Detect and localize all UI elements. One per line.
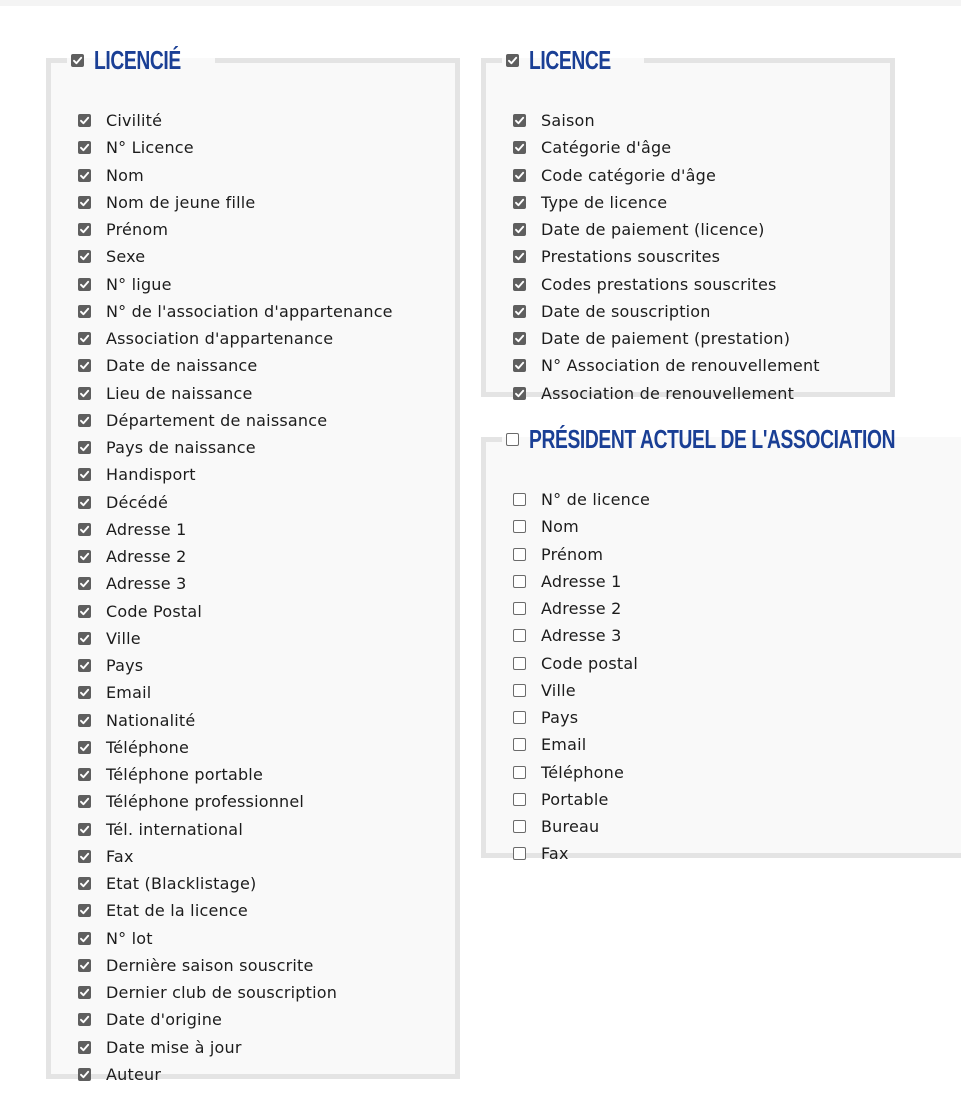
option-label: Adresse 3 xyxy=(541,626,622,646)
option-checkbox[interactable] xyxy=(513,305,526,318)
option-checkbox[interactable] xyxy=(78,1041,91,1054)
option-checkbox[interactable] xyxy=(78,959,91,972)
option-label: Lieu de naissance xyxy=(106,383,253,403)
checkmark-icon xyxy=(79,251,90,262)
option-president-nom[interactable] xyxy=(513,513,650,540)
checkmark-icon xyxy=(507,55,518,66)
option-licencie-association-d-appartenance[interactable] xyxy=(78,325,393,352)
option-checkbox[interactable] xyxy=(78,250,91,263)
option-checkbox[interactable] xyxy=(78,441,91,454)
option-checkbox[interactable] xyxy=(78,332,91,345)
checkmark-icon xyxy=(79,606,90,617)
option-checkbox[interactable] xyxy=(513,684,526,697)
option-label: Adresse 1 xyxy=(106,519,187,539)
option-checkbox[interactable] xyxy=(78,986,91,999)
checkmark-icon xyxy=(79,878,90,889)
option-licencie-n-ligue[interactable] xyxy=(78,271,393,298)
option-licencie-n-lot[interactable] xyxy=(78,925,393,952)
checkmark-icon xyxy=(79,388,90,399)
option-checkbox[interactable] xyxy=(513,141,526,154)
option-label: Code Postal xyxy=(106,601,202,621)
checkmark-icon xyxy=(79,170,90,181)
checkmark-icon xyxy=(514,306,525,317)
option-checkbox[interactable] xyxy=(513,548,526,561)
option-label: Etat de la licence xyxy=(106,901,248,921)
checkmark-icon xyxy=(79,796,90,807)
option-label: Date de naissance xyxy=(106,356,258,376)
option-checkbox[interactable] xyxy=(78,795,91,808)
group-licence-title: LICENCE xyxy=(529,44,611,75)
option-checkbox[interactable] xyxy=(78,550,91,563)
checkmark-icon xyxy=(79,1014,90,1025)
group-president-legend xyxy=(502,424,961,454)
option-label: Adresse 3 xyxy=(106,574,187,594)
option-label: Date d'origine xyxy=(106,1010,223,1030)
checkmark-icon xyxy=(79,279,90,290)
option-president-email[interactable] xyxy=(513,731,650,758)
group-licence-legend xyxy=(502,45,644,75)
option-licencie-etat-blacklistage[interactable] xyxy=(78,870,393,897)
checkmark-icon xyxy=(79,578,90,589)
option-licencie-fax[interactable] xyxy=(78,843,393,870)
option-label: Civilité xyxy=(106,111,163,131)
option-label: Téléphone professionnel xyxy=(106,792,305,812)
option-checkbox[interactable] xyxy=(513,711,526,724)
option-licencie-email[interactable] xyxy=(78,679,393,706)
option-checkbox[interactable] xyxy=(513,738,526,751)
option-checkbox[interactable] xyxy=(513,520,526,533)
option-label: Téléphone xyxy=(541,762,625,782)
option-label: N° lot xyxy=(106,928,153,948)
option-label: Codes prestations souscrites xyxy=(541,274,777,294)
checkmark-icon xyxy=(79,933,90,944)
option-checkbox[interactable] xyxy=(513,196,526,209)
option-label: Sexe xyxy=(106,247,146,267)
option-checkbox[interactable] xyxy=(513,278,526,291)
group-licence-list xyxy=(513,107,820,407)
option-checkbox[interactable] xyxy=(78,496,91,509)
option-checkbox[interactable] xyxy=(78,114,91,127)
option-label: Ville xyxy=(541,680,576,700)
group-licencie-list xyxy=(78,107,393,1088)
option-label: Type de licence xyxy=(541,192,668,212)
option-licencie-civilite[interactable] xyxy=(78,107,393,134)
option-checkbox[interactable] xyxy=(78,278,91,291)
checkmark-icon xyxy=(79,769,90,780)
option-label: Date de souscription xyxy=(541,301,711,321)
option-label: Département de naissance xyxy=(106,410,328,430)
option-checkbox[interactable] xyxy=(513,793,526,806)
option-checkbox[interactable] xyxy=(78,741,91,754)
checkmark-icon xyxy=(79,905,90,916)
option-checkbox[interactable] xyxy=(78,468,91,481)
option-licencie-etat-de-la-licence[interactable] xyxy=(78,897,393,924)
option-label: Fax xyxy=(106,846,134,866)
checkmark-icon xyxy=(79,551,90,562)
option-checkbox[interactable] xyxy=(78,659,91,672)
option-president-adresse-2[interactable] xyxy=(513,595,650,622)
option-licencie-date-de-naissance[interactable] xyxy=(78,352,393,379)
checkmark-icon xyxy=(79,1042,90,1053)
option-checkbox[interactable] xyxy=(513,847,526,860)
option-label: Nom xyxy=(541,517,579,537)
group-licencie-checkbox[interactable] xyxy=(71,54,84,67)
checkmark-icon xyxy=(79,824,90,835)
option-checkbox[interactable] xyxy=(78,523,91,536)
option-checkbox[interactable] xyxy=(513,169,526,182)
option-label: Prénom xyxy=(541,544,604,564)
option-licencie-date-d-origine[interactable] xyxy=(78,1006,393,1033)
option-licencie-adresse-1[interactable] xyxy=(78,516,393,543)
option-licence-prestations-souscrites[interactable] xyxy=(513,243,820,270)
option-licence-n-association-de-renouvellement[interactable] xyxy=(513,352,820,379)
checkmark-icon xyxy=(79,960,90,971)
option-label: Adresse 2 xyxy=(106,547,187,567)
group-president-checkbox[interactable] xyxy=(506,433,519,446)
option-label: N° Association de renouvellement xyxy=(541,356,820,376)
option-label: Portable xyxy=(541,789,609,809)
option-licencie-telephone[interactable] xyxy=(78,734,393,761)
checkmark-icon xyxy=(79,633,90,644)
option-label: Téléphone xyxy=(106,737,190,757)
checkmark-icon xyxy=(79,442,90,453)
option-checkbox[interactable] xyxy=(78,850,91,863)
option-label: Fax xyxy=(541,844,569,864)
option-label: N° de licence xyxy=(541,490,651,510)
checkmark-icon xyxy=(79,142,90,153)
option-checkbox[interactable] xyxy=(78,605,91,618)
option-licence-type-de-licence[interactable] xyxy=(513,189,820,216)
option-label: Téléphone portable xyxy=(106,765,263,785)
option-label: Nom xyxy=(106,165,144,185)
option-licence-saison[interactable] xyxy=(513,107,820,134)
option-licence-association-de-renouvellement[interactable] xyxy=(513,380,820,407)
option-label: Nationalité xyxy=(106,710,196,730)
option-licencie-telephone-professionnel[interactable] xyxy=(78,788,393,815)
option-licencie-auteur[interactable] xyxy=(78,1061,393,1088)
option-label: Pays xyxy=(541,708,579,728)
option-president-ville[interactable] xyxy=(513,677,650,704)
option-licencie-ville[interactable] xyxy=(78,625,393,652)
option-president-code-postal[interactable] xyxy=(513,650,650,677)
option-checkbox[interactable] xyxy=(78,632,91,645)
option-checkbox[interactable] xyxy=(513,629,526,642)
option-licence-codes-prestations-souscrites[interactable] xyxy=(513,271,820,298)
option-label: Saison xyxy=(541,111,595,131)
option-licencie-decede[interactable] xyxy=(78,489,393,516)
top-strip xyxy=(0,0,961,6)
option-president-fax[interactable] xyxy=(513,840,650,867)
option-licencie-telephone-portable[interactable] xyxy=(78,761,393,788)
option-checkbox[interactable] xyxy=(513,657,526,670)
option-label: Catégorie d'âge xyxy=(541,138,672,158)
option-president-portable[interactable] xyxy=(513,786,650,813)
checkmark-icon xyxy=(79,469,90,480)
option-president-adresse-1[interactable] xyxy=(513,568,650,595)
option-checkbox[interactable] xyxy=(513,820,526,833)
checkmark-icon xyxy=(79,497,90,508)
option-licencie-tel-international[interactable] xyxy=(78,816,393,843)
checkmark-icon xyxy=(514,115,525,126)
option-label: Date de paiement (prestation) xyxy=(541,329,791,349)
option-licencie-adresse-2[interactable] xyxy=(78,543,393,570)
group-licencie xyxy=(46,44,460,1084)
option-president-bureau[interactable] xyxy=(513,813,650,840)
option-checkbox[interactable] xyxy=(78,714,91,727)
checkmark-icon xyxy=(79,333,90,344)
option-checkbox[interactable] xyxy=(78,414,91,427)
checkmark-icon xyxy=(72,55,83,66)
option-checkbox[interactable] xyxy=(78,223,91,236)
option-licence-date-de-paiement-licence[interactable] xyxy=(513,216,820,243)
checkmark-icon xyxy=(79,197,90,208)
option-licence-code-categorie-d-age[interactable] xyxy=(513,162,820,189)
checkmark-icon xyxy=(79,224,90,235)
option-licencie-lieu-de-naissance[interactable] xyxy=(78,380,393,407)
checkmark-icon xyxy=(79,987,90,998)
option-licencie-handisport[interactable] xyxy=(78,461,393,488)
group-licence-checkbox[interactable] xyxy=(506,54,519,67)
option-licencie-n-licence[interactable] xyxy=(78,134,393,161)
group-licencie-title: LICENCIÉ xyxy=(94,44,181,75)
option-checkbox[interactable] xyxy=(78,904,91,917)
option-label: Email xyxy=(541,735,587,755)
option-label: Nom de jeune fille xyxy=(106,192,256,212)
option-label: Dernier club de souscription xyxy=(106,983,338,1003)
option-president-telephone[interactable] xyxy=(513,759,650,786)
checkmark-icon xyxy=(514,142,525,153)
option-checkbox[interactable] xyxy=(78,877,91,890)
group-president-list xyxy=(513,486,650,868)
option-label: Association de renouvellement xyxy=(541,383,795,403)
option-label: Tél. international xyxy=(106,819,243,839)
option-checkbox[interactable] xyxy=(513,602,526,615)
option-checkbox[interactable] xyxy=(78,1068,91,1081)
option-licencie-dernier-club-de-souscription[interactable] xyxy=(78,979,393,1006)
checkmark-icon xyxy=(514,279,525,290)
option-label: Bureau xyxy=(541,817,600,837)
option-checkbox[interactable] xyxy=(78,768,91,781)
option-label: Date de paiement (licence) xyxy=(541,220,765,240)
option-licence-date-de-paiement-prestation[interactable] xyxy=(513,325,820,352)
option-licence-date-de-souscription[interactable] xyxy=(513,298,820,325)
option-label: Pays xyxy=(106,656,144,676)
option-label: Association d'appartenance xyxy=(106,329,334,349)
group-president xyxy=(481,423,961,864)
option-label: Adresse 2 xyxy=(541,599,622,619)
group-licencie-legend xyxy=(67,45,215,75)
group-president-title: PRÉSIDENT ACTUEL DE L'ASSOCIATION xyxy=(529,423,896,454)
option-licencie-derniere-saison-souscrite[interactable] xyxy=(78,952,393,979)
option-checkbox[interactable] xyxy=(513,223,526,236)
group-licence xyxy=(481,44,895,403)
checkmark-icon xyxy=(79,660,90,671)
checkmark-icon xyxy=(514,388,525,399)
option-checkbox[interactable] xyxy=(78,686,91,699)
option-label: Handisport xyxy=(106,465,196,485)
option-checkbox[interactable] xyxy=(513,359,526,372)
option-licencie-nom-de-jeune-fille[interactable] xyxy=(78,189,393,216)
option-checkbox[interactable] xyxy=(78,823,91,836)
checkmark-icon xyxy=(79,851,90,862)
option-label: Adresse 1 xyxy=(541,571,622,591)
option-checkbox[interactable] xyxy=(513,114,526,127)
option-label: Etat (Blacklistage) xyxy=(106,874,257,894)
option-label: Date mise à jour xyxy=(106,1037,242,1057)
option-licence-categorie-d-age[interactable] xyxy=(513,134,820,161)
checkmark-icon xyxy=(514,360,525,371)
option-checkbox[interactable] xyxy=(513,575,526,588)
checkmark-icon xyxy=(79,1069,90,1080)
option-checkbox[interactable] xyxy=(78,932,91,945)
checkmark-icon xyxy=(514,224,525,235)
option-label: N° Licence xyxy=(106,138,194,158)
option-label: Décédé xyxy=(106,492,169,512)
option-licencie-prenom[interactable] xyxy=(78,216,393,243)
option-label: Dernière saison souscrite xyxy=(106,955,314,975)
option-checkbox[interactable] xyxy=(78,387,91,400)
checkmark-icon xyxy=(79,742,90,753)
checkmark-icon xyxy=(514,170,525,181)
checkmark-icon xyxy=(79,115,90,126)
option-checkbox[interactable] xyxy=(513,387,526,400)
option-president-pays[interactable] xyxy=(513,704,650,731)
option-label: Email xyxy=(106,683,152,703)
option-checkbox[interactable] xyxy=(78,359,91,372)
option-label: N° ligue xyxy=(106,274,172,294)
option-label: Prestations souscrites xyxy=(541,247,721,267)
option-licencie-departement-de-naissance[interactable] xyxy=(78,407,393,434)
option-checkbox[interactable] xyxy=(78,305,91,318)
checkmark-icon xyxy=(79,415,90,426)
checkmark-icon xyxy=(79,524,90,535)
option-label: Auteur xyxy=(106,1064,162,1084)
option-checkbox[interactable] xyxy=(78,196,91,209)
option-label: Prénom xyxy=(106,220,169,240)
option-licencie-pays[interactable] xyxy=(78,652,393,679)
option-president-n-de-licence[interactable] xyxy=(513,486,650,513)
option-licencie-date-mise-a-jour[interactable] xyxy=(78,1034,393,1061)
checkmark-icon xyxy=(79,360,90,371)
option-checkbox[interactable] xyxy=(78,1013,91,1026)
checkmark-icon xyxy=(79,306,90,317)
option-label: Code catégorie d'âge xyxy=(541,165,717,185)
option-licencie-code-postal[interactable] xyxy=(78,598,393,625)
option-licencie-nationalite[interactable] xyxy=(78,707,393,734)
option-checkbox[interactable] xyxy=(513,332,526,345)
checkmark-icon xyxy=(79,715,90,726)
checkmark-icon xyxy=(79,687,90,698)
option-licencie-adresse-3[interactable] xyxy=(78,570,393,597)
option-label: Code postal xyxy=(541,653,639,673)
option-licencie-nom[interactable] xyxy=(78,162,393,189)
option-licencie-pays-de-naissance[interactable] xyxy=(78,434,393,461)
checkmark-icon xyxy=(514,251,525,262)
option-checkbox[interactable] xyxy=(513,493,526,506)
option-label: Ville xyxy=(106,628,141,648)
option-licencie-n-de-l-association-d-appartenance[interactable] xyxy=(78,298,393,325)
option-checkbox[interactable] xyxy=(513,250,526,263)
option-president-prenom[interactable] xyxy=(513,541,650,568)
checkmark-icon xyxy=(514,197,525,208)
option-checkbox[interactable] xyxy=(78,577,91,590)
option-checkbox[interactable] xyxy=(513,766,526,779)
option-label: Pays de naissance xyxy=(106,438,256,458)
option-checkbox[interactable] xyxy=(78,141,91,154)
option-label: N° de l'association d'appartenance xyxy=(106,301,393,321)
option-licencie-sexe[interactable] xyxy=(78,243,393,270)
option-checkbox[interactable] xyxy=(78,169,91,182)
option-president-adresse-3[interactable] xyxy=(513,622,650,649)
checkmark-icon xyxy=(514,333,525,344)
